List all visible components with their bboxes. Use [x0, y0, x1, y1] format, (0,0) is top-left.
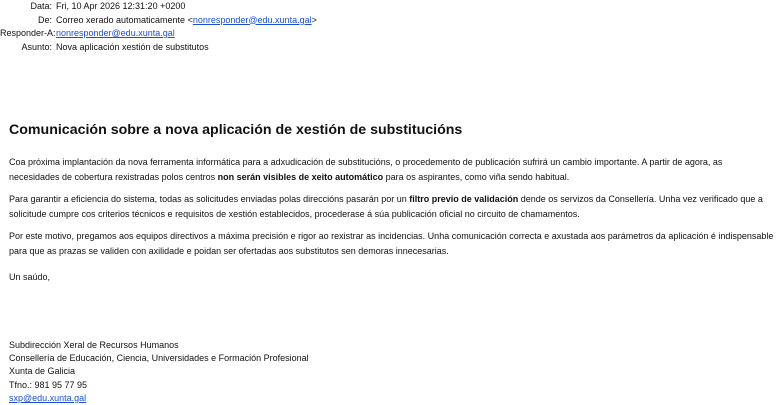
signature-department: Subdirección Xeral de Recursos Humanos: [9, 340, 179, 350]
header-from-row: [0, 14, 780, 28]
email-body: [9, 121, 775, 284]
signature-email-link[interactable]: sxp@edu.xunta.gal: [9, 392, 87, 403]
header-subject-row: [0, 41, 780, 55]
header-date-row: [0, 0, 780, 14]
replyto-email-link[interactable]: nonresponder@edu.xunta.gal: [56, 28, 175, 38]
paragraph-1-bold: non serán visibles de xeito automático: [217, 171, 384, 182]
paragraph-3: Por este motivo, pregamos aos equipos directivos a máxima precisión e rigor ao rexistrar as incidencias. Unha comunicación correcta e axustada aos parámetros da aplicación é indispensable para que as prazas se validen con axilidade e poidan ser ofertadas aos substitutos sen demoras innecesarias.: [9, 231, 774, 256]
header-replyto-value: [56, 27, 780, 41]
header-date-label: Data:: [30, 1, 52, 11]
email-headers: [0, 0, 780, 54]
email-title: Comunicación sobre a nova aplicación de xestión de substitucións: [9, 122, 463, 138]
header-from-label: De:: [37, 14, 52, 25]
header-replyto-row: [0, 27, 780, 41]
signature-government: Xunta de Galicia: [9, 366, 76, 377]
paragraph-1-part-a: Coa próxima implantación da nova ferramenta informática para a adxudicación de substitucións, o procedemento de publicación sufrirá un cambio importante. A partir de agora, as necesidades de cobertura rexistradas polos centros: [9, 157, 723, 182]
header-replyto-label: Responder-A:: [0, 28, 56, 38]
paragraph-2-bold: filtro previo de validación: [409, 194, 519, 204]
sender-angle-close: >: [311, 14, 317, 25]
sender-name: Correo xerado automaticamente: [56, 14, 186, 25]
header-date-value: Fri, 10 Apr 2026 12:31:20 +0200: [56, 1, 186, 11]
sender-angle-open: <: [187, 14, 193, 25]
header-subject-label: Asunto:: [21, 41, 52, 52]
signature-phone: Tfno.: 981 95 77 95: [9, 379, 88, 390]
paragraph-2: [9, 192, 775, 221]
paragraph-2-part-a: Para garantir a eficiencia do sistema, todas as solicitudes enviadas polas direccións pasarán por un: [9, 194, 410, 204]
signature-block: [9, 339, 309, 405]
header-from-value: [56, 14, 780, 28]
sender-email-link[interactable]: nonresponder@edu.xunta.gal: [192, 14, 312, 25]
header-subject-value: Nova aplicación xestión de substitutos: [56, 41, 209, 52]
closing-greeting: Un saúdo,: [9, 272, 51, 282]
paragraph-2-part-b: dende os servizos da Consellería. Unha vez verificado que a solicitude cumpre cos criterios técnicos e requisitos de xestión establecidos, procederase á súa publicación oficial no circuito de chamamentos.: [9, 194, 763, 219]
paragraph-1: [9, 155, 775, 184]
signature-ministry: Consellería de Educación, Ciencia, Universidades e Formación Profesional: [9, 353, 309, 364]
paragraph-1-part-b: para os aspirantes, como viña sendo habitual.: [383, 171, 570, 182]
